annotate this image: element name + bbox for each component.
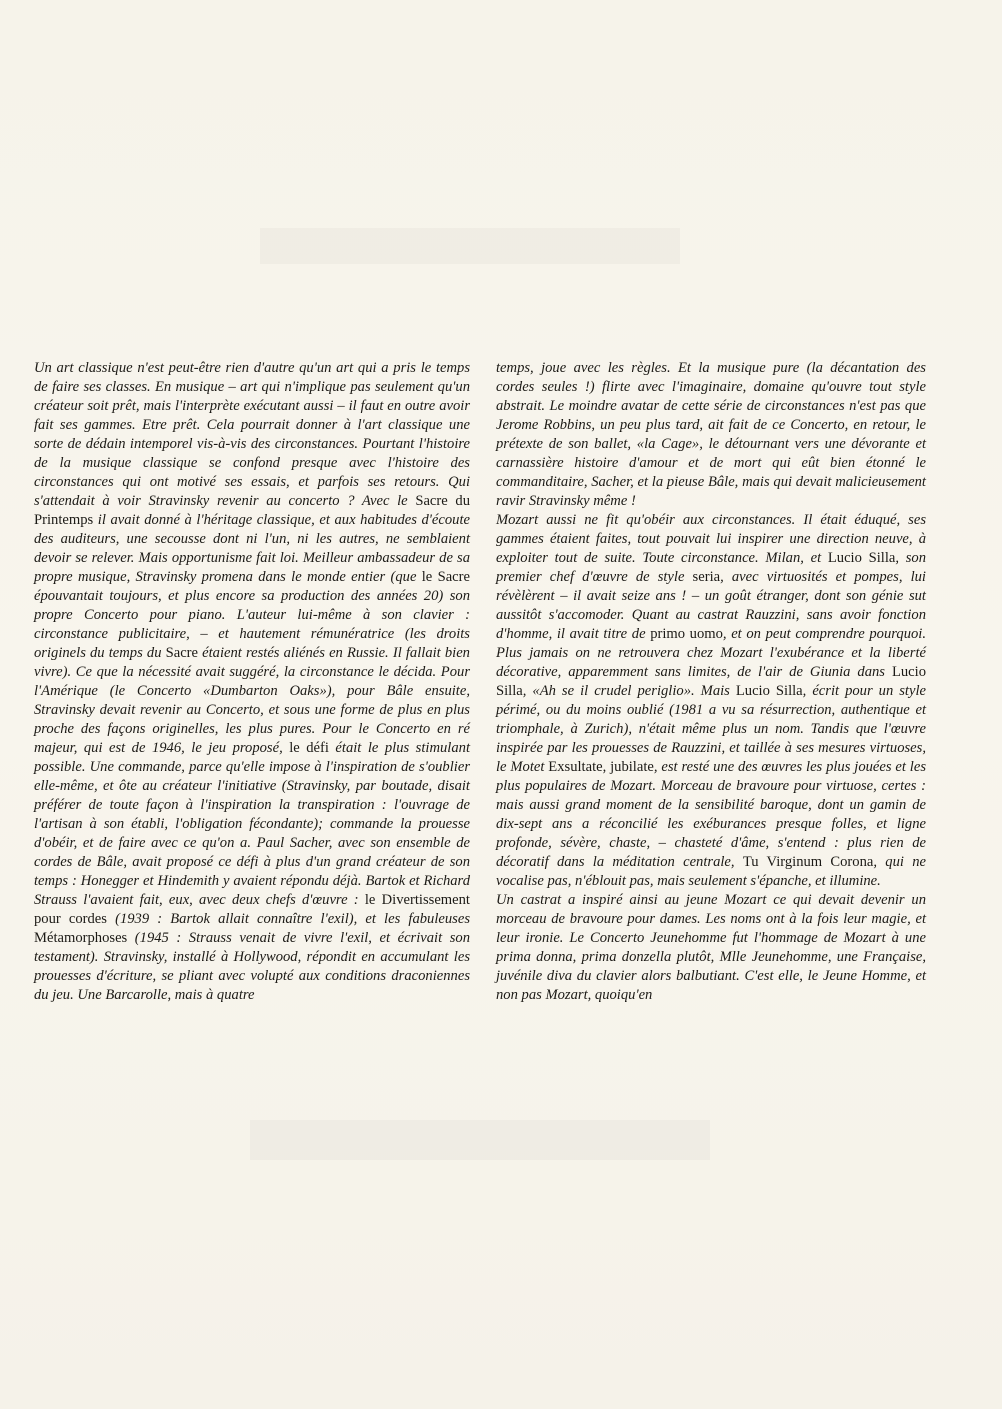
title-text: primo uomo (650, 626, 723, 642)
body-text: , «Ah se il crudel periglio». Mais (522, 683, 736, 699)
left-text-column (34, 359, 470, 1005)
title-text: Sacre (165, 645, 199, 661)
title-text: Lucio Silla (735, 683, 803, 699)
title-text: le Divertissement pour cordes (34, 892, 470, 927)
paragraph (496, 891, 926, 1005)
body-text: , et on peut comprendre pourquoi. Plus jamais on ne retrouvera chez Mozart l'exubérance et la liberté décorative, apparemment sans limites, de l'air de Giunia dans (496, 626, 926, 680)
body-text: temps, joue avec les règles. Et la musique pure (la décantation des cordes seules !) flirte avec l'imaginaire, domaine qu'ouvre tout style abstrait. Le moindre avatar de cette série de circonstances n'est pas que Jerome Robbins, un peu plus tard, ait fait de ce Concerto, en retour, le prétexte de son ballet, «la Cage», le détournant vers une dévorante et carnassière histoire d'amour et de mort qui eût bien étonné le commanditaire, Sacher, et la pieuse Bâle, mais qui devait malicieusement ravir Stravinsky même ! (496, 360, 926, 509)
body-text: était le plus stimulant possible. Une commande, parce qu'elle impose à l'inspiration de s'oublier elle-même, et ôte au créateur l'initiative (Stravinsky, par boutade, disait préférer de toute façon à l'inspiration la transpiration : l'ouvrage de l'artisan à son établi, l'obligation fécondante); commande la prouesse d'obéir, et de faire avec ce qu'on a. Paul Sacher, avec son ensemble de cordes de Bâle, avait proposé ce défi à plus d'un grand créateur de son temps : Honegger et Hindemith y avaient répondu déjà. Bartok et Richard Strauss l'avaient fait, eux, avec deux chefs d'œuvre : (34, 740, 470, 908)
paragraph (496, 511, 926, 891)
body-text: Un castrat a inspiré ainsi au jeune Mozart ce qui devait devenir un morceau de bravoure pour dames. Les noms ont à la fois leur magie, et leur ironie. Le Concerto Jeunehomme fut l'hommage de Mozart à une prima donna, prima donzella plutôt, Mlle Jeunehomme, une Française, juvénile diva du clavier alors balbutiant. C'est elle, le Jeune Homme, et non pas Mozart, quoiqu'en (496, 892, 926, 1003)
body-text: , est resté une des œuvres les plus jouées et les plus populaires de Mozart. Morceau de bravoure pour virtuose, certes : mais aussi grand moment de la sensibilité baroque, dont un gamin de dix-sept ans a réconcilié les exéburances presque folles, et ligne profonde, sévère, chaste, – chasteté d'âme, s'entend : plus rien de décoratif dans la méditation centrale, (496, 759, 927, 870)
paragraph (34, 359, 470, 1005)
body-text: Mozart aussi ne fit qu'obéir aux circonstances. Il était éduqué, ses gammes étaient faites, tout pouvait lui inspirer une direction neuve, à exploiter tout de suite. Toute circonstance. Milan, et (496, 512, 926, 566)
title-text: Exsultate, jubilate (548, 759, 654, 775)
title-text: seria (692, 569, 721, 585)
right-text-column (496, 359, 926, 1005)
body-text: il avait donné à l'héritage classique, et aux habitudes d'écoute des auditeurs, une secousse dont ni l'un, ni les autres, ne semblaient devoir se relever. Mais opportunisme fait loi. Meilleur ambassadeur de sa propre musique, Stravinsky promena dans le monde entier (que (34, 512, 470, 585)
show-through-shadow (260, 228, 680, 264)
body-text: , son premier chef d'œuvre de style (496, 550, 927, 585)
body-text: (1945 : Strauss venait de vivre l'exil, et écrivait son testament). Stravinsky, installé à Hollywood, répondit en accumulant les prouesses d'écriture, se pliant avec volupté aux conditions draconiennes du jeu. Une Barcarolle, mais à quatre (34, 930, 470, 1003)
title-text: Lucio Silla (496, 664, 926, 699)
body-text: , qui ne vocalise pas, n'éblouit pas, mais seulement s'épanche, et illumine. (496, 854, 926, 889)
title-text: le défi (289, 740, 329, 756)
body-text: Un art classique n'est peut-être rien d'autre qu'un art qui a pris le temps de faire ses classes. En musique – art qui n'implique pas seulement qu'un créateur soit prêt, mais l'interprète exécutant aussi – il faut en outre avoir fait ses gammes. Etre prêt. Cela pourrait donner à l'art classique une sorte de dédain intemporel vis-à-vis des circonstances. Pourtant l'histoire de la musique classique se confond presque avec l'histoire des circonstances qui ont motivé ses essais, et parfois ses retours. Qui s'attendait à voir Stravinsky revenir au concerto ? Avec le (34, 360, 470, 509)
body-text: (1939 : Bartok allait connaître l'exil), et les fabuleuses (106, 911, 470, 927)
body-text: , écrit pour un style périmé, ou du moins oublié (1981 a vu sa résurrection, authentique et triomphale, à Zurich), n'était même plus un nom. Tandis que l'œuvre inspirée par les prouesses de Rauzzini, et taillée à ses mesures virtuoses, le Motet (496, 683, 926, 775)
body-text: , avec virtuosités et pompes, lui révèlèrent – il avait seize ans ! – un goût étranger, dont son génie sut aussitôt s'accomoder. Quant au castrat Rauzzini, sans avoir fonction d'homme, il avait titre de (496, 569, 926, 642)
title-text: Sacre du Printemps (34, 493, 470, 528)
paragraph (496, 359, 926, 511)
show-through-shadow (250, 1120, 710, 1160)
body-text: étaient restés aliénés en Russie. Il fallait bien vivre). Ce que la nécessité avait suggéré, la circonstance le décida. Pour l'Amérique (le Concerto «Dumbarton Oaks»), pour Bâle ensuite, Stravinsky devait revenir au Concerto, et sous une forme de plus en plus proche des façons originelles, les plus pures. Pour le Concerto en ré majeur, qui est de 1946, le jeu proposé, (34, 645, 470, 756)
title-text: Tu Virginum Corona (742, 854, 874, 870)
title-text: le Sacre (421, 569, 470, 585)
title-text: Lucio Silla (827, 550, 896, 566)
title-text: Métamorphoses (34, 930, 128, 946)
body-text: épouvantait toujours, et plus encore sa production des années 20) son propre Concerto pour piano. L'auteur lui-même à son clavier : circonstance publicitaire, – et hautement rémunératrice (les droits originels du temps du (34, 588, 470, 661)
